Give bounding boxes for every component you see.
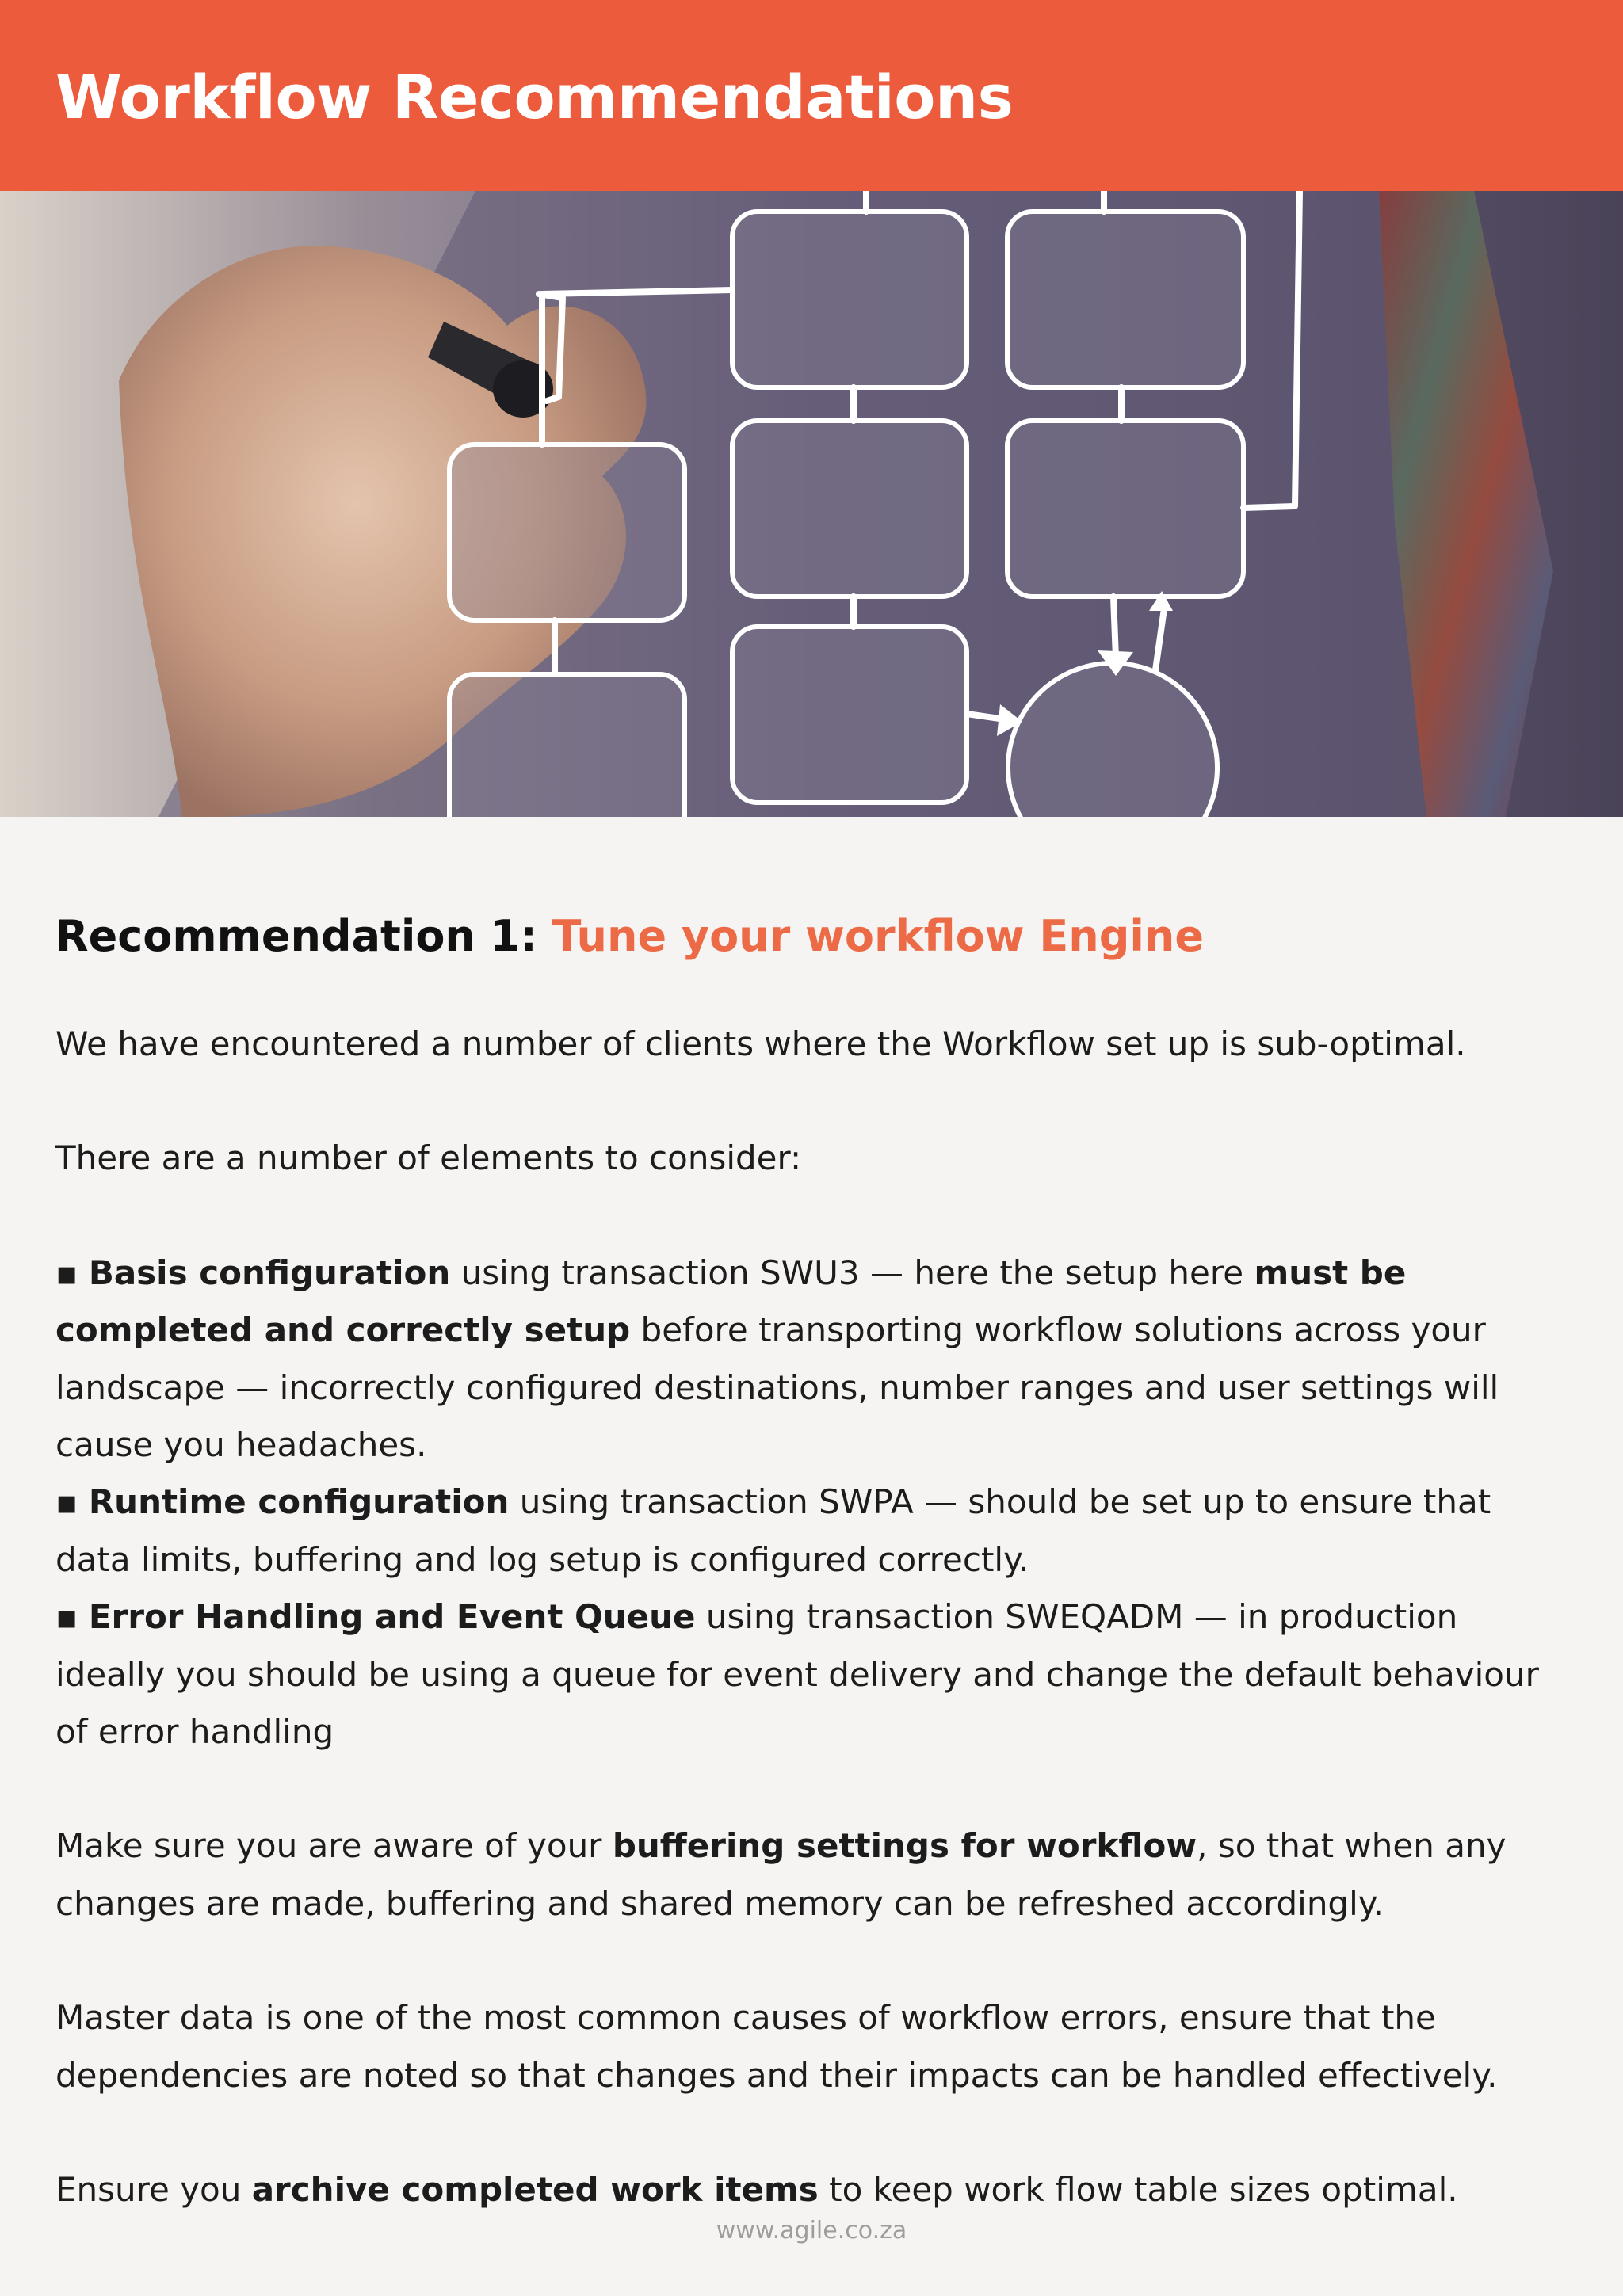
footer-url: www.agile.co.za bbox=[716, 2217, 907, 2245]
bullet-text: using transaction SWPA — should be set up to ensure that data limits, buffering and log setup is configured correctly. bbox=[55, 1482, 1491, 1579]
recommendation-title: Tune your workflow Engine bbox=[552, 911, 1204, 961]
bullet-basis-configuration: ▪ Basis configuration using transaction SWU3 — here the setup here must be completed and correctly setup before transporting workflow solutions across your landscape — incorrectly configured destinations, number ranges and user settings will cause you headaches. bbox=[55, 1253, 1499, 1465]
bullet-bold: Error Handling and Event Queue bbox=[88, 1597, 696, 1637]
archive-paragraph bbox=[55, 2161, 1569, 2218]
hero-image-flowchart-hand bbox=[0, 191, 1623, 817]
master-data-paragraph: Master data is one of the most common causes of workflow errors, ensure that the dependencies are noted so that changes and their impacts can be handled effectively. bbox=[55, 1998, 1498, 2095]
bullet-bold: must be completed and correctly setup bbox=[55, 1253, 1407, 1350]
main-content bbox=[55, 903, 1569, 2219]
bullet-bold: Runtime configuration bbox=[88, 1482, 510, 1522]
archive-post: to keep work flow table sizes optimal. bbox=[818, 2170, 1458, 2210]
recommendation-prefix: Recommendation 1: bbox=[55, 911, 537, 961]
recommendation-heading bbox=[55, 903, 1569, 970]
buffering-paragraph bbox=[55, 1817, 1569, 1932]
bullet-runtime-configuration: ▪ Runtime configuration using transaction SWPA — should be set up to ensure that data limits, buffering and log setup is configured correctly. bbox=[55, 1482, 1491, 1579]
page-title: Workflow Recommendations bbox=[55, 62, 1014, 132]
bullet-error-handling: ▪ Error Handling and Event Queue using transaction SWEQADM — in production ideally you should be using a queue for event delivery and change the default behaviour of error handling bbox=[55, 1597, 1539, 1752]
archive-pre: Ensure you bbox=[55, 2170, 252, 2210]
archive-bold: archive completed work items bbox=[251, 2170, 819, 2210]
bullet-text: before transporting workflow solutions across your landscape — incorrectly configured destinations, number ranges and user settings will cause you headaches. bbox=[55, 1310, 1499, 1465]
bullet-text: using transaction SWEQADM — in production ideally you should be using a queue for event delivery and change the default behaviour of error handling bbox=[55, 1597, 1539, 1752]
consider-paragraph: There are a number of elements to consider: bbox=[55, 1138, 802, 1178]
buffering-pre: Make sure you are aware of your bbox=[55, 1826, 613, 1866]
bullet-bold: Basis configuration bbox=[88, 1253, 451, 1292]
buffering-post: , so that when any changes are made, buffering and shared memory can be refreshed accordingly. bbox=[55, 1826, 1507, 1923]
intro-paragraph: We have encountered a number of clients where the Workflow set up is sub-optimal. bbox=[55, 1024, 1466, 1063]
bullet-text: using transaction SWU3 — here the setup here bbox=[450, 1253, 1254, 1292]
page-header bbox=[0, 0, 1623, 191]
buffering-bold: buffering settings for workflow bbox=[612, 1826, 1197, 1866]
